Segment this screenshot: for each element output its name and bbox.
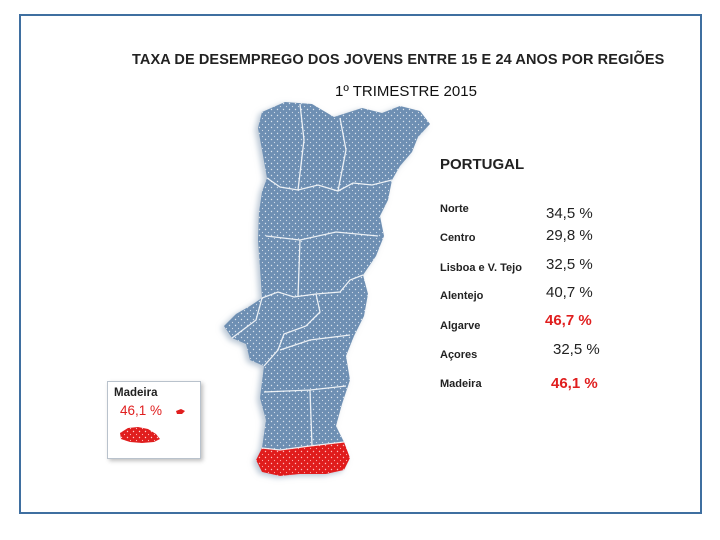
map-texture [224,102,430,476]
region-value-algarve: 46,7 % [545,312,592,329]
region-value-alentejo: 40,7 % [546,284,593,301]
inset-label: Madeira [114,387,158,399]
region-value-lisboa: 32,5 % [546,256,593,273]
region-label-algarve: Algarve [440,320,481,332]
region-label-centro: Centro [440,232,476,244]
map-subtitle: 1º TRIMESTRE 2015 [335,83,477,100]
region-label-alentejo: Alentejo [440,290,484,302]
country-heading: PORTUGAL [440,156,525,173]
region-value-madeira: 46,1 % [551,375,598,392]
region-value-centro: 29,8 % [546,227,593,244]
map-title: TAXA DE DESEMPREGO DOS JOVENS ENTRE 15 E 24 ANOS POR REGIÕES [132,52,665,68]
region-label-acores: Açores [440,349,478,361]
region-value-acores: 32,5 % [553,341,600,358]
inset-value: 46,1 % [120,403,163,418]
region-label-lisboa: Lisboa e V. Tejo [440,262,522,274]
madeira-inset [107,381,201,459]
region-label-madeira: Madeira [440,378,482,390]
region-value-norte: 34,5 % [546,205,593,222]
region-label-norte: Norte [440,203,469,215]
madeira-island-shape [108,382,200,458]
